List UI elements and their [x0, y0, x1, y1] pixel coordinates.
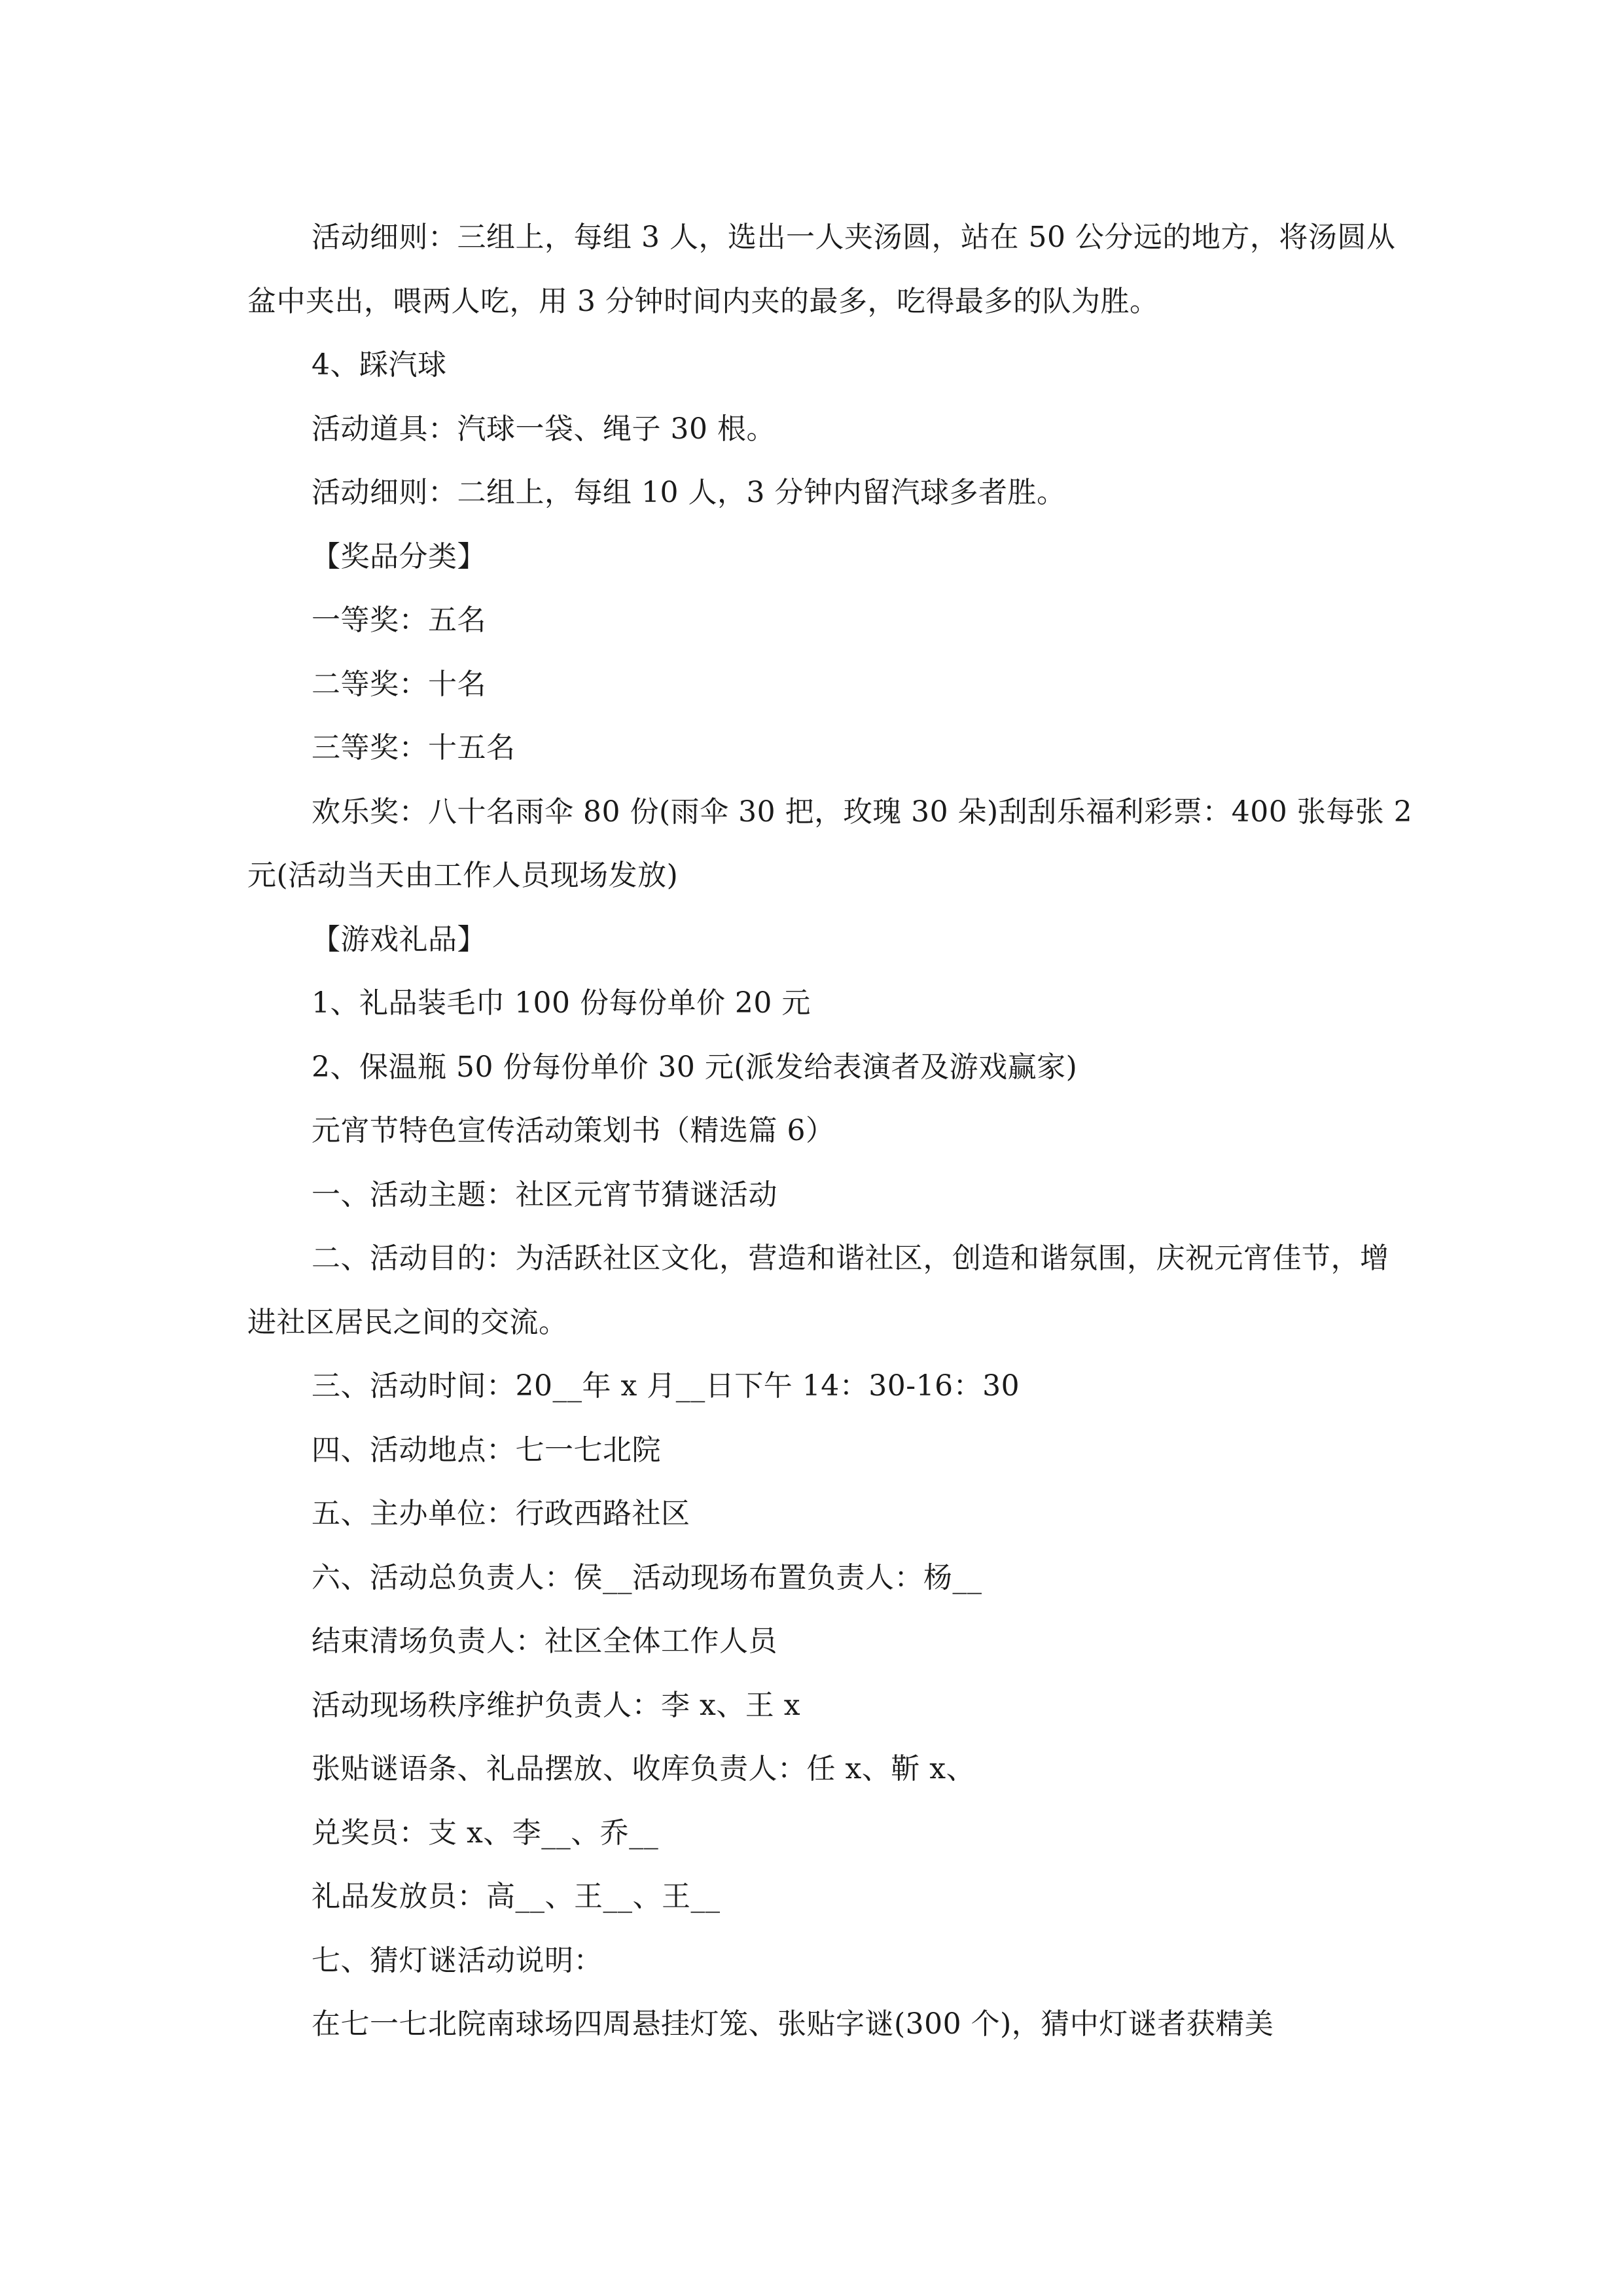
- paragraph-order: 活动现场秩序维护负责人：李 x、王 x: [312, 1688, 801, 1722]
- paragraph-third-prize: 三等奖：十五名: [312, 731, 516, 764]
- paragraph-balloon-heading: 4、踩汽球: [312, 348, 447, 382]
- paragraph-balloon-props: 活动道具：汽球一袋、绳子 30 根。: [312, 412, 776, 446]
- paragraph-gift-thermos: 2、保温瓶 50 份每份单价 30 元(派发给表演者及游戏赢家): [312, 1050, 1078, 1084]
- paragraph-redeem: 兑奖员：支 x、李__、乔__: [312, 1816, 659, 1850]
- paragraph-posting: 张贴谜语条、礼品摆放、收库负责人：任 x、靳 x、: [312, 1752, 976, 1785]
- section-heading-gifts: 【游戏礼品】: [312, 922, 486, 956]
- paragraph-organizer: 五、主办单位：行政西路社区: [312, 1497, 690, 1530]
- paragraph-second-prize: 二等奖：十名: [312, 667, 486, 701]
- paragraph-riddle-heading: 七、猜灯谜活动说明：: [312, 1943, 603, 1977]
- paragraph-location: 四、活动地点：七一七北院: [312, 1433, 661, 1467]
- paragraph-distribution: 礼品发放员：高__、王__、王__: [312, 1880, 721, 1913]
- paragraph-tangyuan-rules: 活动细则：三组上，每组 3 人，选出一人夹汤圆，站在 50 公分远的地方，将汤圆从盆中夹出，喂两人吃，用 3 分钟时间内夹的最多，吃得最多的队为胜。: [247, 221, 1396, 318]
- paragraph-plan-title: 元宵节特色宣传活动策划书（精选篇 6）: [312, 1114, 835, 1147]
- paragraph-balloon-rules: 活动细则：二组上，每组 10 人，3 分钟内留汽球多者胜。: [312, 476, 1066, 509]
- paragraph-riddle-desc: 在七一七北院南球场四周悬挂灯笼、张贴字谜(300 个)，猜中灯谜者获精美: [312, 2007, 1274, 2041]
- document-body: [247, 206, 1414, 2056]
- paragraph-joy-prize: 欢乐奖：八十名雨伞 80 份(雨伞 30 把，玫瑰 30 朵)刮刮乐福利彩票：400 张每张 2 元(活动当天由工作人员现场发放): [247, 795, 1413, 892]
- paragraph-time: 三、活动时间：20__年 x 月__日下午 14：30-16：30: [312, 1369, 1020, 1403]
- paragraph-purpose: 二、活动目的：为活跃社区文化，营造和谐社区，创造和谐氛围，庆祝元宵佳节，增进社区居民之间的交流。: [247, 1242, 1389, 1339]
- paragraph-gift-towel: 1、礼品装毛巾 100 份每份单价 20 元: [312, 986, 811, 1020]
- paragraph-lead: 六、活动总负责人：侯__活动现场布置负责人：杨__: [312, 1560, 982, 1594]
- paragraph-theme: 一、活动主题：社区元宵节猜谜活动: [312, 1177, 777, 1211]
- paragraph-cleanup: 结束清场负责人：社区全体工作人员: [312, 1624, 777, 1658]
- paragraph-first-prize: 一等奖：五名: [312, 603, 486, 637]
- section-heading-prizes: 【奖品分类】: [312, 539, 486, 573]
